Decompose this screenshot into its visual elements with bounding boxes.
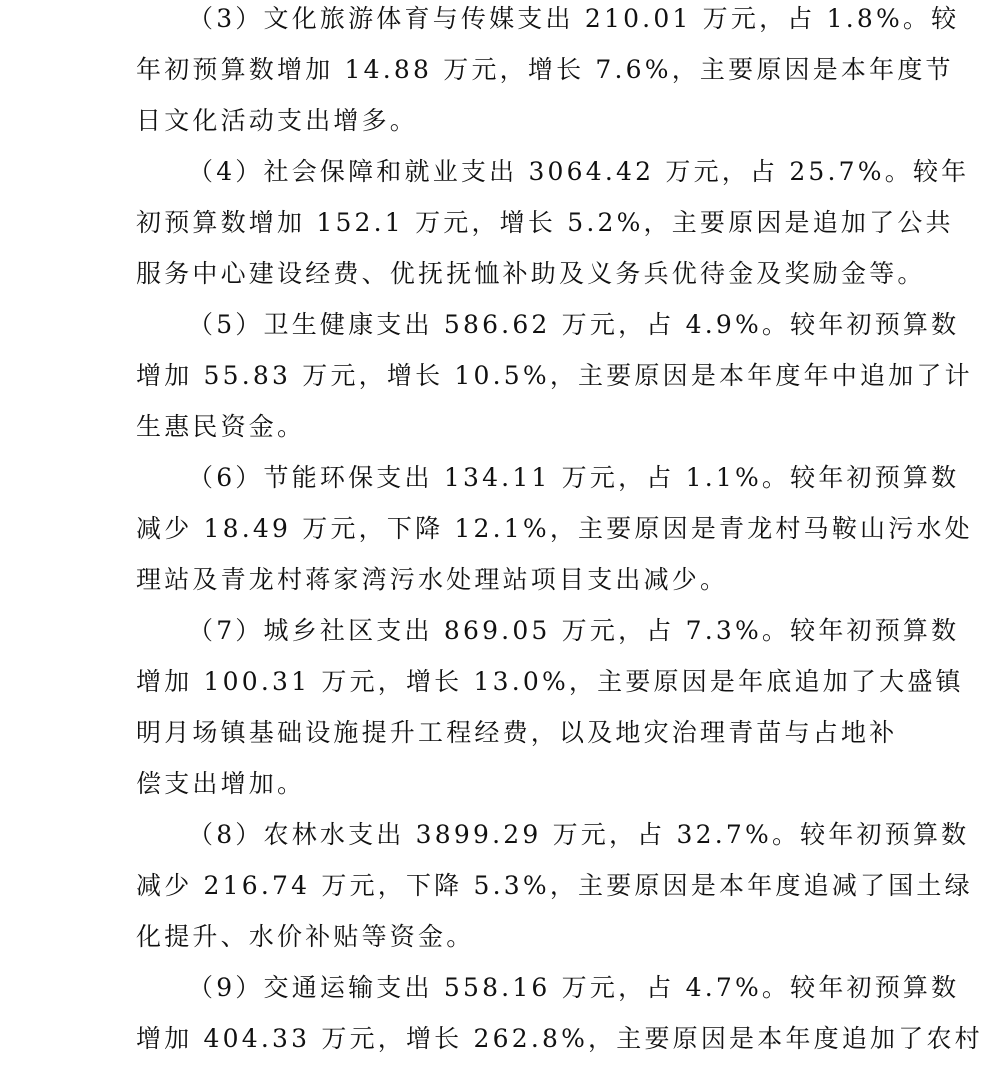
paragraph-line: 增加 100.31 万元，增长 13.0%，主要原因是年底追加了大盛镇 — [136, 667, 964, 696]
paragraph-line: 年初预算数增加 14.88 万元，增长 7.6%，主要原因是本年度节 — [136, 55, 954, 84]
paragraph-first-line: （5）卫生健康支出 586.62 万元，占 4.9%。较年初预算数 — [188, 310, 960, 339]
paragraph-line: 生惠民资金。 — [136, 412, 306, 441]
paragraph-first-line: （6）节能环保支出 134.11 万元，占 1.1%。较年初预算数 — [188, 463, 960, 492]
paragraph-line: 增加 404.33 万元，增长 262.8%，主要原因是本年度追加了农村 — [136, 1024, 983, 1053]
paragraph-line: 服务中心建设经费、优抚抚恤补助及义务兵优待金及奖励金等。 — [136, 259, 926, 288]
paragraph-first-line: （9）交通运输支出 558.16 万元，占 4.7%。较年初预算数 — [188, 973, 960, 1002]
paragraph-line: 化提升、水价补贴等资金。 — [136, 922, 475, 951]
document-body — [136, 0, 983, 1071]
paragraph-line: 减少 18.49 万元，下降 12.1%，主要原因是青龙村马鞍山污水处 — [136, 514, 973, 543]
paragraph-line: 增加 55.83 万元，增长 10.5%，主要原因是本年度年中追加了计 — [136, 361, 973, 390]
paragraph-first-line: （7）城乡社区支出 869.05 万元，占 7.3%。较年初预算数 — [188, 616, 960, 645]
paragraph-first-line: （3）文化旅游体育与传媒支出 210.01 万元，占 1.8%。较 — [188, 4, 960, 33]
paragraph-line: 理站及青龙村蒋家湾污水处理站项目支出减少。 — [136, 565, 729, 594]
paragraph-first-line: （4）社会保障和就业支出 3064.42 万元，占 25.7%。较年 — [188, 157, 970, 186]
paragraph-line: 明月场镇基础设施提升工程经费，以及地灾治理青苗与占地补 — [136, 718, 898, 747]
paragraph-line: 偿支出增加。 — [136, 769, 306, 798]
paragraph-line: 初预算数增加 152.1 万元，增长 5.2%，主要原因是追加了公共 — [136, 208, 954, 237]
paragraph-first-line: （8）农林水支出 3899.29 万元，占 32.7%。较年初预算数 — [188, 820, 970, 849]
paragraph-line: 日文化活动支出增多。 — [136, 106, 419, 135]
paragraph-line: 减少 216.74 万元，下降 5.3%，主要原因是本年度追减了国土绿 — [136, 871, 973, 900]
